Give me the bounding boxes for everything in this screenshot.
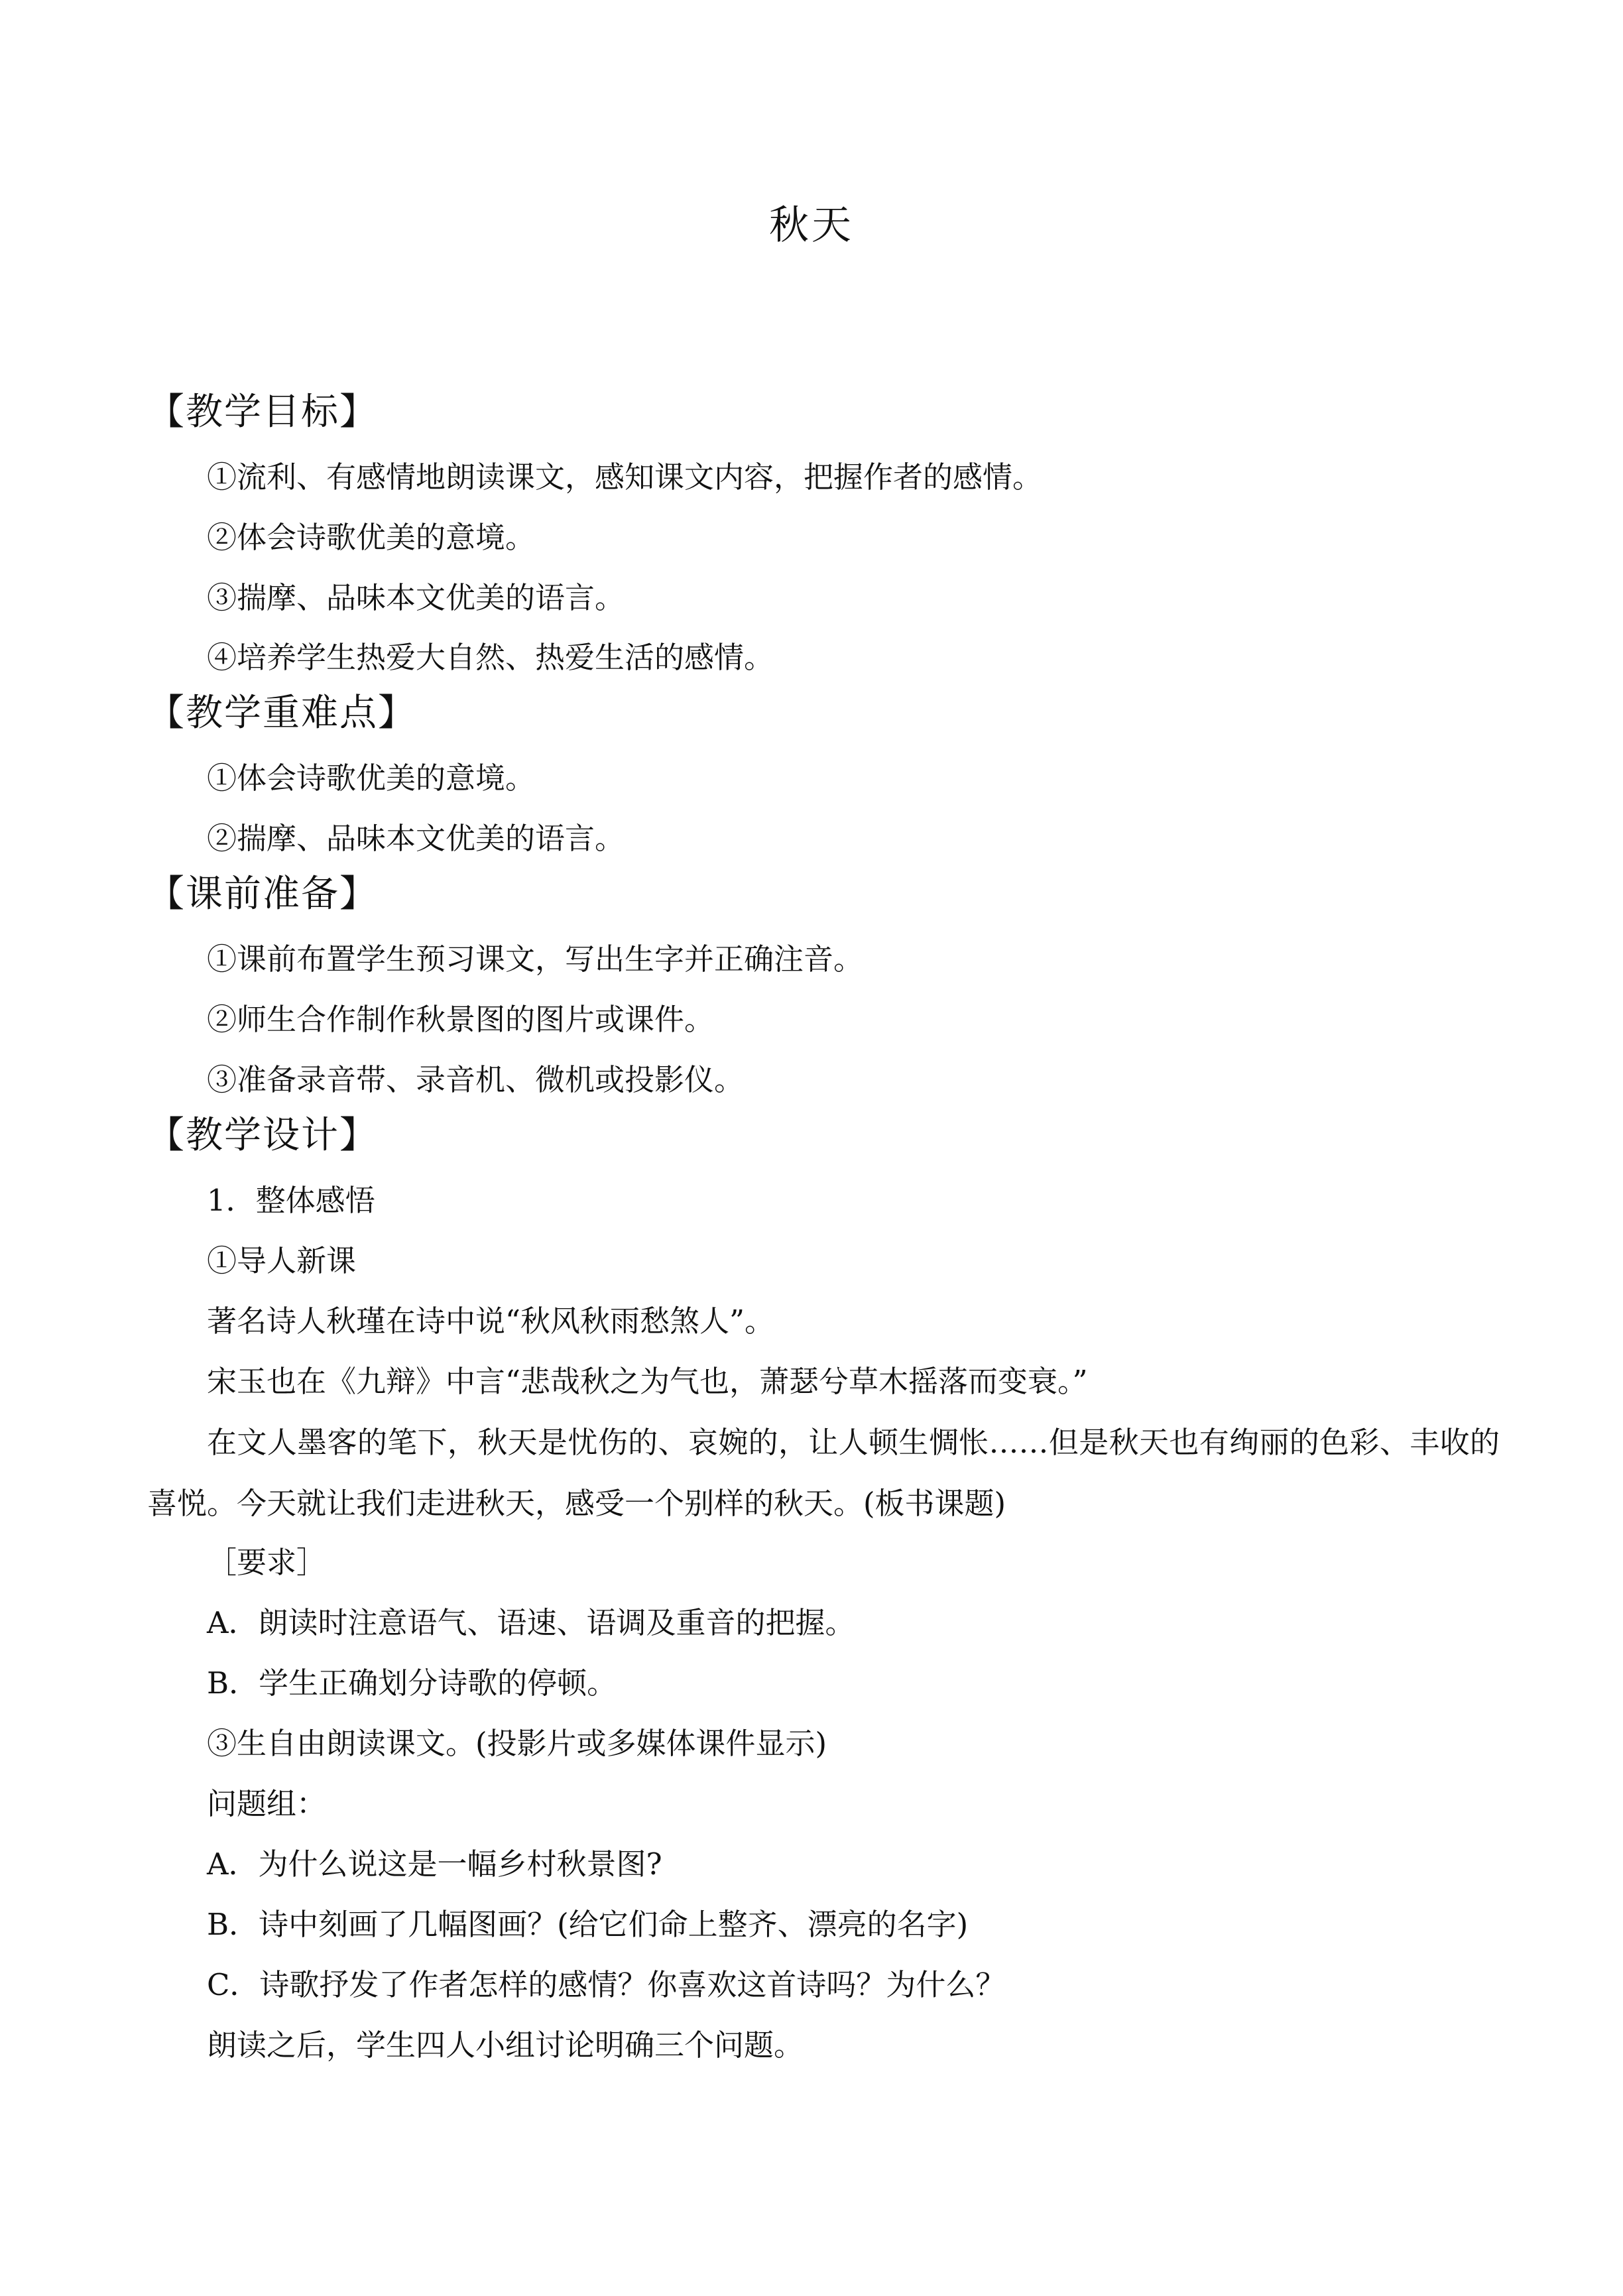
design-line: 问题组： [207, 1786, 327, 1821]
design-line: ③生自由朗读课文。(投影片或多媒体课件显示) [207, 1726, 827, 1761]
design-line: 1．整体感悟 [207, 1183, 375, 1218]
design-line: 著名诗人秋瑾在诗中说“秋风秋雨愁煞人”。 [207, 1303, 775, 1339]
objective-item: ④培养学生热爱大自然、热爱生活的感情。 [207, 640, 774, 675]
design-line: A．为什么说这是一幅乡村秋景图? [207, 1846, 662, 1882]
design-line: B．诗中刻画了几幅图画？(给它们命上整齐、漂亮的名字) [207, 1907, 969, 1942]
preparation-item: ②师生合作制作秋景图的图片或课件。 [207, 1002, 715, 1037]
objective-item: ①流利、有感情地朗读课文，感知课文内容，把握作者的感情。 [207, 459, 1043, 495]
key-point-item: ②揣摩、品味本文优美的语言。 [207, 821, 625, 856]
section-heading-objectives: 【教学目标】 [147, 391, 378, 434]
design-line: 朗读之后，学生四人小组讨论明确三个问题。 [207, 2027, 804, 2063]
design-line: ［要求］ [207, 1545, 327, 1580]
design-line: A．朗读时注意语气、语速、语调及重音的把握。 [207, 1605, 855, 1640]
section-heading-key-points: 【教学重难点】 [147, 692, 416, 735]
design-line: ①导人新课 [207, 1243, 357, 1278]
objective-item: ②体会诗歌优美的意境。 [207, 520, 536, 555]
design-line: C．诗歌抒发了作者怎样的感情？你喜欢这首诗吗？为什么？ [207, 1967, 1006, 2002]
preparation-item: ①课前布置学生预习课文，写出生字并正确注音。 [207, 941, 864, 977]
objective-item: ③揣摩、品味本文优美的语言。 [207, 580, 625, 615]
key-point-item: ①体会诗歌优美的意境。 [207, 760, 536, 796]
document-title: 秋天 [769, 202, 854, 249]
preparation-item: ③准备录音带、录音机、微机或投影仪。 [207, 1062, 745, 1097]
design-line: 宋玉也在《九辩》中言“悲哉秋之为气也，萧瑟兮草木摇落而变衰。” [207, 1364, 1088, 1399]
design-line: B．学生正确划分诗歌的停顿。 [207, 1665, 617, 1701]
section-heading-design: 【教学设计】 [147, 1114, 378, 1157]
design-paragraph: 在文人墨客的笔下，秋天是忧伤的、哀婉的，让人顿生惆怅……但是秋天也有绚丽的色彩、丰收的喜悦。今天就让我们走进秋天，感受一个别样的秋天。(板书课题) [147, 1425, 1500, 1521]
section-heading-preparation: 【课前准备】 [147, 873, 378, 916]
